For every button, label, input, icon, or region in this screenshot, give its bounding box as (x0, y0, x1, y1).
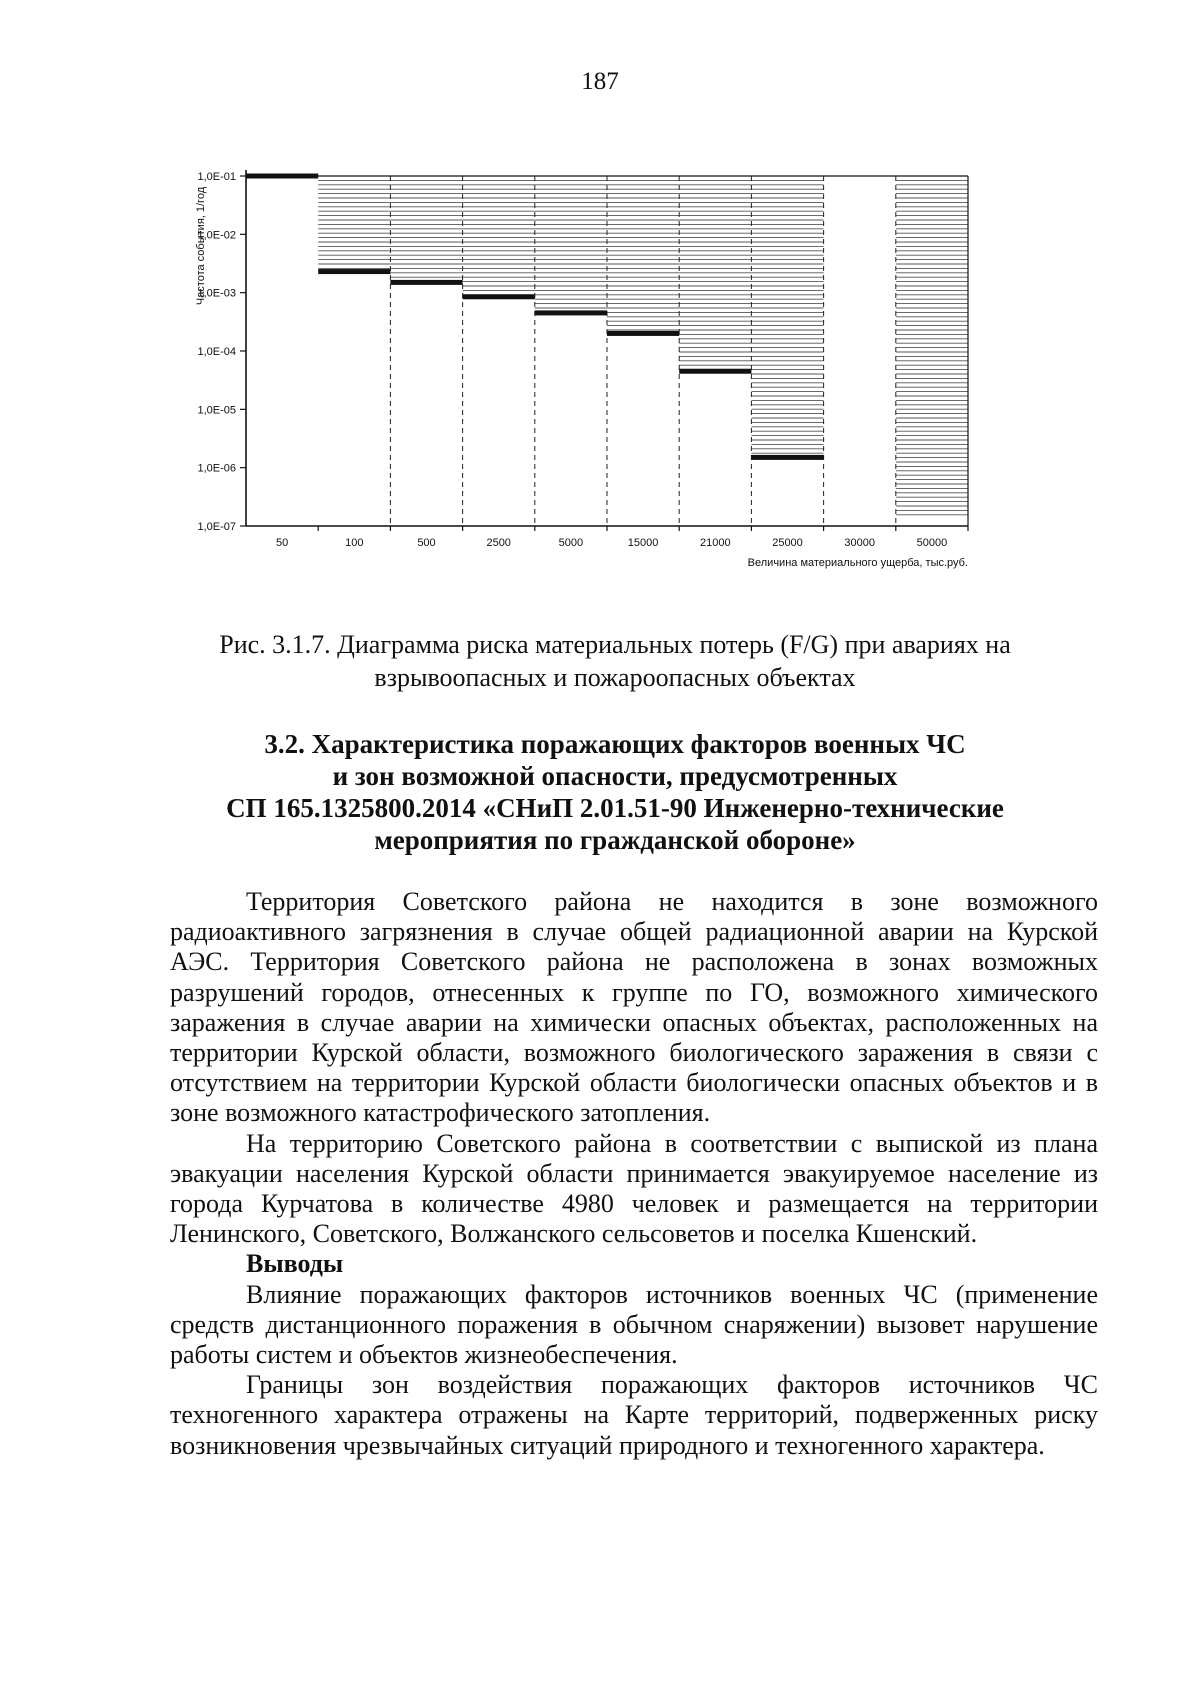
heading-line-3: СП 165.1325800.2014 «СНиП 2.01.51-90 Инженерно-технические (226, 793, 1004, 823)
heading-line-1: 3.2. Характеристика поражающих факторов военных ЧС (264, 729, 966, 759)
y-tick-label: 1,0E-06 (197, 462, 236, 475)
step-bar (390, 280, 462, 285)
y-tick-label: 1,0E-02 (197, 229, 236, 242)
hatch-layer (318, 176, 968, 515)
paragraph-military-impact: Влияние поражающих факторов источников военных ЧС (применение средств дистанционного поражения в обычном снаряжении) вызовет нарушение работы систем и объектов жизнеобеспечения. (170, 1279, 1098, 1370)
body-text (170, 887, 1098, 1461)
x-tick-label: 25000 (772, 537, 803, 549)
paragraph-evacuation: На территорию Советского района в соответствии с выпиской из плана эвакуации населения Курской области принимается эвакуируемое население из города Курчатова в количестве 4980 человек и размещается на территории Ленинского, Советского, Волжанского сельсоветов и поселка Кшенский. (170, 1128, 1098, 1249)
paragraph-territory-zones: Территория Советского района не находится в зоне возможного радиоактивного загрязнения в случае общей радиационной аварии на Курской АЭС. Территория Советского района не расположена в зонах возможных разрушений городов, отнесенных к группе по ГО, возможного химического заражения в случае аварии на химически опасных объектах, расположенных на территории Курской области, возможного биологического заражения в связи с отсутствием на территории Курской области биологически опасных объектов и в зоне возможного катастрофического затопления. (170, 887, 1098, 1128)
step-bar (318, 269, 390, 274)
x-axis-title: Величина материального ущерба, тыс.руб. (747, 557, 968, 569)
risk-diagram-chart (190, 150, 1070, 630)
y-tick-label: 1,0E-01 (197, 171, 236, 183)
x-tick-label: 50000 (916, 537, 948, 549)
page-number: 187 (581, 68, 619, 95)
x-tick-label: 5000 (558, 537, 584, 549)
heading-line-4: мероприятия по гражданской обороне» (374, 825, 856, 855)
chart-svg (190, 150, 1070, 630)
step-bar (751, 455, 823, 460)
y-tick-label: 1,0E-05 (197, 404, 236, 417)
labels-layer (195, 171, 968, 569)
step-bar (679, 369, 751, 374)
conclusions-title: Выводы (246, 1249, 344, 1279)
x-tick-label: 50 (275, 537, 289, 549)
x-tick-label: 2500 (486, 537, 511, 549)
heading-line-2: и зон возможной опасности, предусмотренных (332, 761, 898, 791)
paragraph-zone-boundaries: Границы зон воздействия поражающих факторов источников ЧС техногенного характера отражены на Карте территорий, подверженных риску возникновения чрезвычайных ситуаций природного и техногенного характера. (170, 1370, 1098, 1460)
step-bar (463, 294, 535, 299)
x-tick-label: 30000 (844, 537, 875, 549)
x-tick-label: 500 (417, 537, 436, 549)
x-tick-label: 15000 (627, 537, 659, 549)
x-tick-label: 21000 (700, 537, 731, 549)
y-axis-title: Частота события, 1/год (195, 186, 207, 306)
step-bar (535, 310, 607, 315)
y-tick-label: 1,0E-07 (197, 521, 236, 533)
step-bar (607, 331, 679, 336)
y-tick-label: 1,0E-04 (197, 346, 236, 358)
y-tick-label: 1,0E-03 (197, 287, 236, 300)
step-bar (246, 174, 318, 179)
x-tick-label: 100 (345, 537, 364, 549)
figure-caption: Рис. 3.1.7. Диаграмма риска материальных потерь (F/G) при авариях на взрывоопасных и пожароопасных объектах (219, 630, 1011, 692)
section-heading (150, 728, 1080, 856)
